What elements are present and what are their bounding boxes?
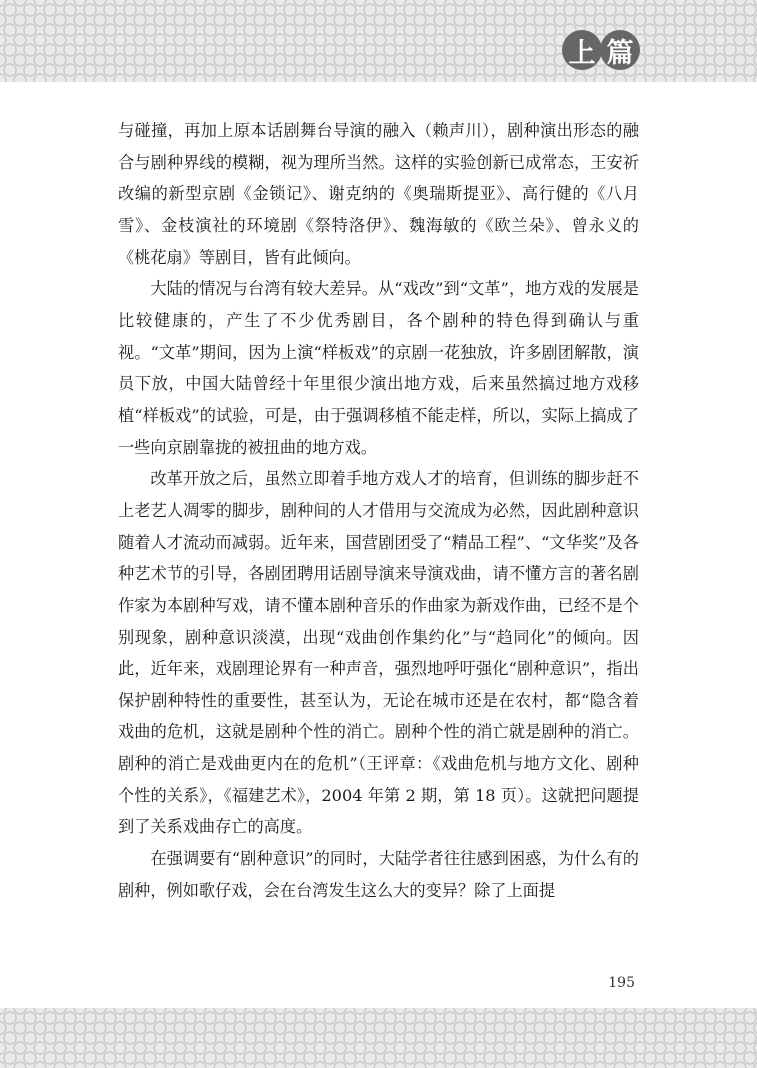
page-number: 195 (608, 975, 635, 991)
paragraph: 与碰撞，再加上原本话剧舞台导演的融入（赖声川），剧种演出形态的融合与剧种界线的模糊，视为理所当然。这样的实验创新已成常态，王安祈改编的新型京剧《金锁记》、谢克纳的《奥瑞斯提亚》、高行健的《八月雪》、金枝演社的环境剧《祭特洛伊》、魏海敏的《欧兰朵》、曾永义的《桃花扇》等剧目，皆有此倾向。 (118, 121, 639, 267)
volume-badge-char: 篇 (600, 30, 640, 70)
body-text (118, 115, 639, 906)
paragraph: 改革开放之后，虽然立即着手地方戏人才的培育，但训练的脚步赶不上老艺人凋零的脚步，剧种间的人才借用与交流成为必然，因此剧种意识随着人才流动而减弱。近年来，国营剧团受了“精品工程”、“文华奖”及各种艺术节的引导，各剧团聘用话剧导演来导演戏曲，请不懂方言的著名剧作家为本剧种写戏，请不懂本剧种音乐的作曲家为新戏作曲，已经不是个别现象，剧种意识淡漠，出现“戏曲创作集约化”与“趋同化”的倾向。因此，近年来，戏剧理论界有一种声音，强烈地呼吁强化“剧种意识”，指出保护剧种特性的重要性，甚至认为，无论在城市还是在农村，都“隐含着戏曲的危机，这就是剧种个性的消亡。剧种个性的消亡就是剧种的消亡。剧种的消亡是戏曲更内在的危机”（王评章：《戏曲危机与地方文化、剧种个性的关系》，《福建艺术》，2004 年第 2 期，第 18 页）。这就把问题提到了关系戏曲存亡的高度。 (118, 469, 639, 837)
paragraph: 大陆的情况与台湾有较大差异。从“戏改”到“文革”，地方戏的发展是比较健康的，产生了不少优秀剧目，各个剧种的特色得到确认与重视。“文革”期间，因为上演“样板戏”的京剧一花独放，许多剧团解散，演员下放，中国大陆曾经十年里很少演出地方戏，后来虽然搞过地方戏移植“样板戏”的试验，可是，由于强调移植不能走样，所以，实际上搞成了一些向京剧靠拢的被扭曲的地方戏。 (118, 279, 639, 457)
paragraph: 在强调要有“剧种意识”的同时，大陆学者往往感到困惑，为什么有的剧种，例如歌仔戏，会在台湾发生这么大的变异？除了上面提 (118, 849, 639, 900)
footer-pattern-band (0, 1008, 757, 1068)
volume-badge (562, 29, 640, 71)
header-pattern-band (0, 0, 757, 82)
volume-badge-char: 上 (562, 30, 602, 70)
